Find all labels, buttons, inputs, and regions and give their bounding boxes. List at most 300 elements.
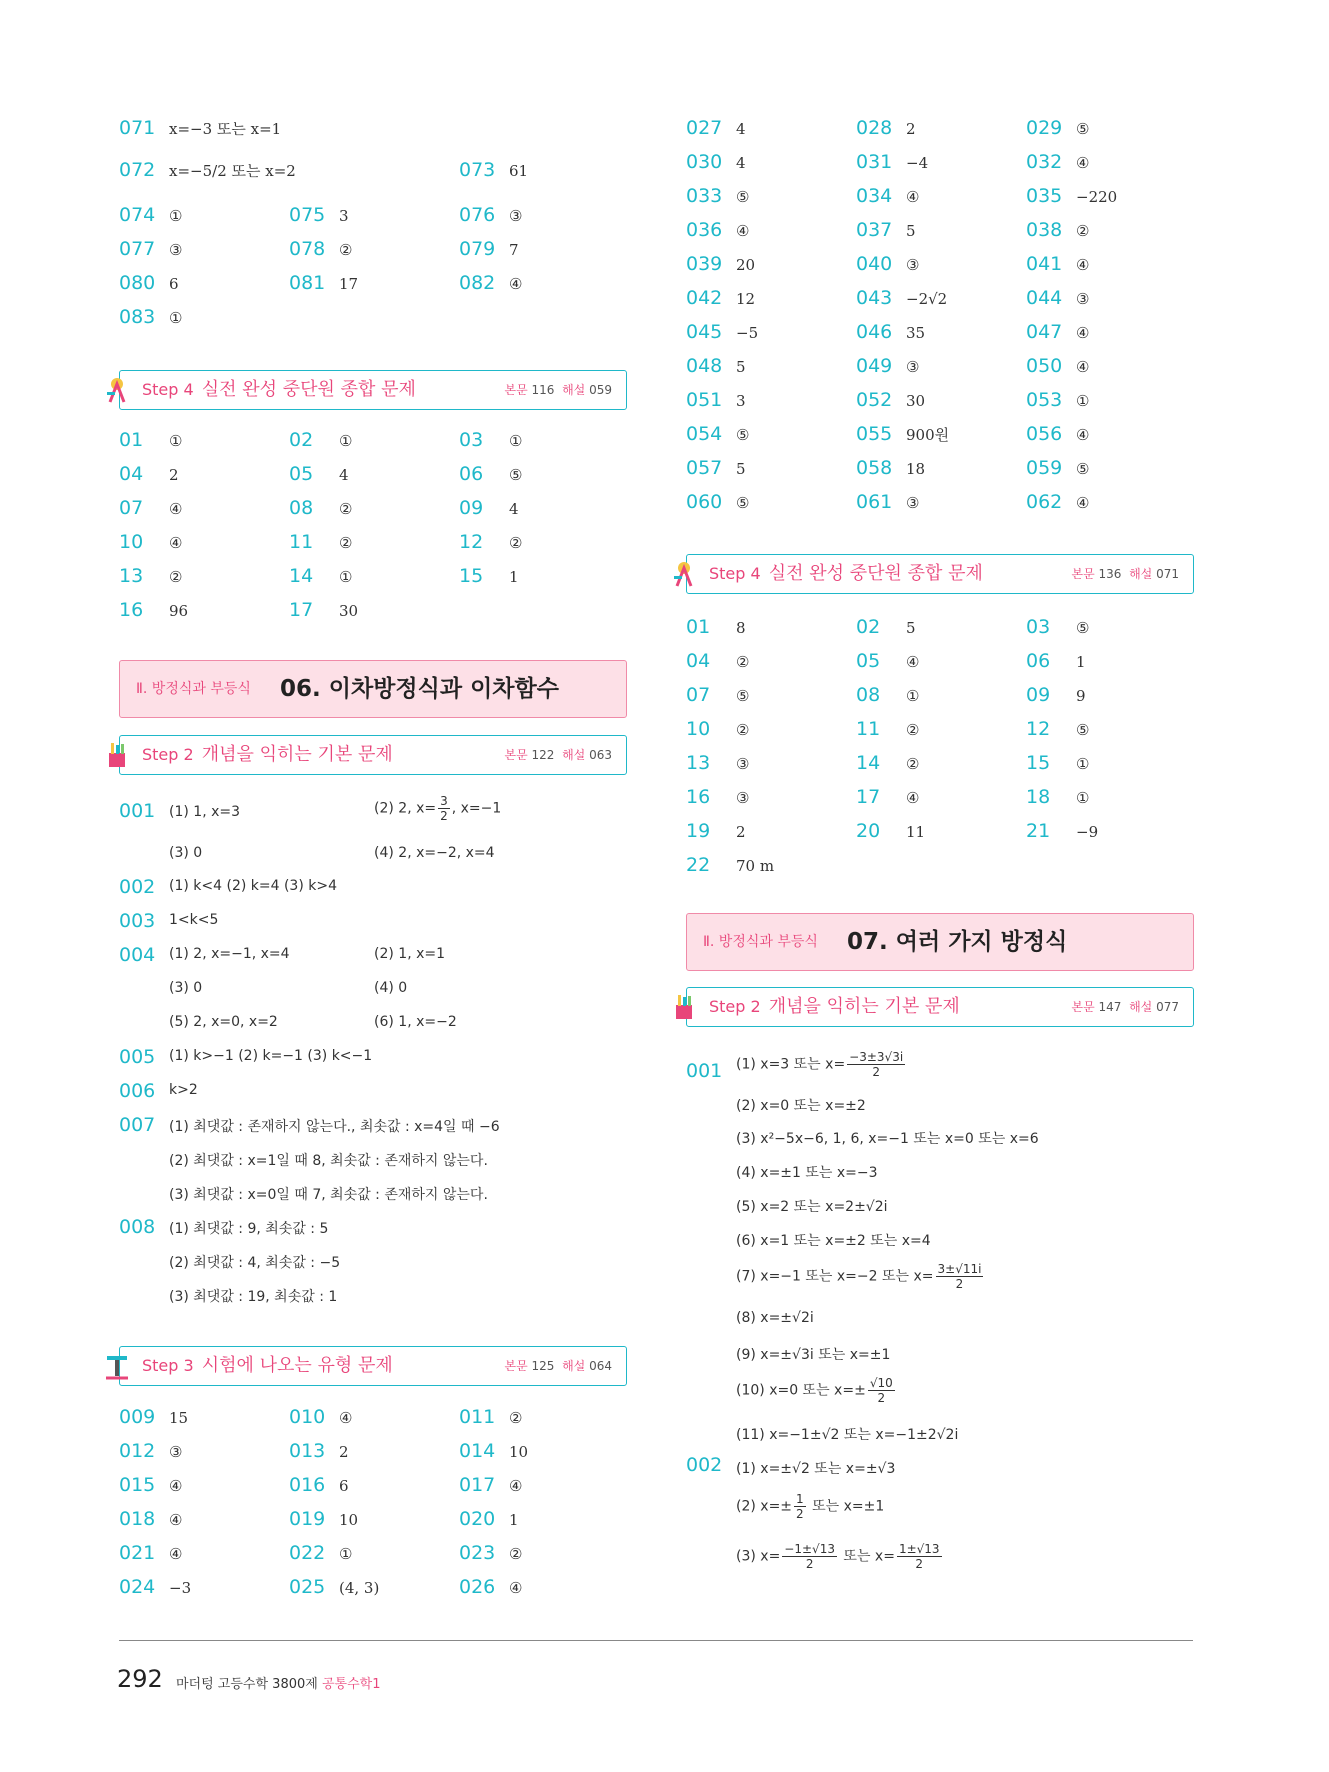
question-number: 023	[459, 1542, 496, 1564]
question-002: 002 (1) x=±√2 또는 x=±√3	[686, 1454, 896, 1477]
answer-item	[459, 1470, 522, 1501]
question-005: 005 (1) k>−1 (2) k=−1 (3) k<−1	[119, 1046, 373, 1068]
question-number: 081	[289, 272, 326, 294]
answer-value: 20	[736, 256, 756, 274]
answer-value: ④	[1076, 154, 1090, 172]
book-title: 마더텅 고등수학 3800제 공통수학1	[176, 1677, 381, 1692]
answer-item	[289, 459, 349, 490]
answer-item	[459, 1504, 519, 1535]
step-number: Step 4	[142, 380, 194, 399]
answer-value: 2	[736, 823, 746, 841]
answer-item	[289, 1470, 349, 1501]
answer-value: ②	[906, 755, 920, 773]
question-number: 09	[459, 497, 484, 519]
question-number: 04	[686, 650, 711, 672]
answer-item	[459, 1436, 528, 1467]
question-number: 12	[1026, 718, 1051, 740]
answer-value: 3	[339, 207, 349, 225]
answer-value: ①	[509, 432, 523, 450]
question-number: 14	[289, 565, 314, 587]
question-number: 11	[856, 718, 881, 740]
answer-value: 2	[906, 120, 916, 138]
answer-item	[686, 714, 749, 745]
footer-rule	[119, 1640, 1193, 1641]
question-number: 039	[686, 253, 723, 275]
question-number: 036	[686, 219, 723, 241]
answer-item	[686, 487, 749, 518]
answer-value: 30	[339, 602, 359, 620]
answer-item	[1026, 646, 1086, 677]
answer-item	[1026, 453, 1089, 484]
step2-header-a	[119, 735, 627, 775]
answer-item	[856, 317, 925, 348]
answer-item	[119, 1504, 182, 1535]
answer-value: 18	[906, 460, 926, 478]
answer-value: ①	[339, 568, 353, 586]
answer-item	[119, 459, 179, 490]
answer-value: 5	[736, 460, 746, 478]
question-number: 074	[119, 204, 156, 226]
chapter-title: 06. 이차방정식과 이차함수	[280, 676, 559, 702]
answer-value: ③	[906, 494, 920, 512]
question-number: 03	[1026, 616, 1051, 638]
step-title: 실전 완성 중단원 종합 문제	[201, 379, 416, 400]
question-number: 01	[119, 429, 144, 451]
answer-item	[119, 234, 182, 265]
question-number: 15	[459, 565, 484, 587]
answer-value: ④	[736, 222, 750, 240]
step-title: 개념을 익히는 기본 문제	[201, 744, 393, 765]
answer-item	[856, 748, 919, 779]
answer-item	[856, 385, 925, 416]
answer-item	[686, 249, 755, 280]
answer-item	[1026, 385, 1089, 416]
question-number: 040	[856, 253, 893, 275]
answer-value: ②	[339, 500, 353, 518]
answer-item	[1026, 816, 1098, 847]
step4-header-b	[686, 554, 1194, 594]
question-number: 05	[856, 650, 881, 672]
question-number: 078	[289, 238, 326, 260]
answer-value: ①	[339, 1545, 353, 1563]
answer-item	[686, 850, 774, 881]
answer-item	[289, 1504, 358, 1535]
answer-value: ⑤	[1076, 619, 1090, 637]
question-number: 048	[686, 355, 723, 377]
question-number: 052	[856, 389, 893, 411]
answer-value: ④	[1076, 256, 1090, 274]
answer-value: ⑤	[1076, 721, 1090, 739]
answer-item	[1026, 113, 1089, 144]
question-006: 006 k>2	[119, 1080, 198, 1102]
question-number: 041	[1026, 253, 1063, 275]
answer-item	[119, 1538, 182, 1569]
question-number: 07	[119, 497, 144, 519]
answer-item	[119, 493, 182, 524]
answer-item	[119, 302, 182, 333]
answer-value: ④	[169, 500, 183, 518]
step-number: Step 2	[709, 997, 761, 1016]
answer-item	[1026, 351, 1089, 382]
compass-ruler-icon	[104, 376, 130, 404]
answer-value: 96	[169, 602, 189, 620]
step4-header-a	[119, 370, 627, 410]
page-ref: 본문 147 해설 077	[1071, 1000, 1179, 1014]
answer-item	[459, 425, 522, 456]
answer-value: ①	[339, 432, 353, 450]
answer-value: −3	[169, 1579, 192, 1597]
pencil-cup-icon	[671, 993, 697, 1021]
question-number: 075	[289, 204, 326, 226]
answer-value: ④	[339, 1409, 353, 1427]
question-number: 027	[686, 117, 723, 139]
answer-value: ⑤	[736, 687, 750, 705]
answer-item	[686, 612, 746, 643]
question-number: 050	[1026, 355, 1063, 377]
answer-value: −4	[906, 154, 929, 172]
question-number: 025	[289, 1576, 326, 1598]
answer-item	[289, 561, 352, 592]
answer-item	[119, 200, 182, 231]
question-number: 024	[119, 1576, 156, 1598]
step-number: Step 2	[142, 745, 194, 764]
answer-value: 10	[339, 1511, 359, 1529]
page-ref: 본문 116 해설 059	[504, 383, 612, 397]
answer-item	[119, 1402, 188, 1433]
question-number: 055	[856, 423, 893, 445]
answer-value: 61	[509, 162, 529, 180]
question-number: 01	[686, 616, 711, 638]
answer-item	[119, 155, 296, 186]
answer-value: 35	[906, 324, 926, 342]
answer-item	[1026, 487, 1089, 518]
step-title: 개념을 익히는 기본 문제	[768, 996, 960, 1017]
question-number: 20	[856, 820, 881, 842]
answer-value: 1	[509, 568, 519, 586]
answer-item	[459, 1572, 522, 1603]
step-title: 시험에 나오는 유형 문제	[201, 1355, 393, 1376]
question-number: 059	[1026, 457, 1063, 479]
answer-item	[686, 385, 746, 416]
answer-item	[686, 782, 749, 813]
answer-item	[686, 147, 746, 178]
question-number: 19	[686, 820, 711, 842]
question-number: 21	[1026, 820, 1051, 842]
answer-value: ①	[169, 207, 183, 225]
question-number: 057	[686, 457, 723, 479]
question-number: 02	[856, 616, 881, 638]
answer-value: ②	[339, 534, 353, 552]
answer-value: 2	[169, 466, 179, 484]
answer-value: 11	[906, 823, 926, 841]
answer-value: ②	[906, 721, 920, 739]
answer-item	[856, 181, 919, 212]
question-001: 001 (1) 1, x=3 (2) 2, x= $\frac{3}{2}$ , x=−1	[119, 794, 502, 823]
question-number: 077	[119, 238, 156, 260]
question-number: 054	[686, 423, 723, 445]
answer-item	[686, 317, 758, 348]
answer-item	[459, 200, 522, 231]
answer-value: −5	[736, 324, 759, 342]
answer-value: ②	[736, 653, 750, 671]
answer-value: ④	[906, 789, 920, 807]
question-number: 038	[1026, 219, 1063, 241]
answer-item	[119, 561, 182, 592]
step-number: Step 3	[142, 1356, 194, 1375]
answer-item	[1026, 748, 1089, 779]
question-number: 17	[856, 786, 881, 808]
answer-value: 5	[736, 358, 746, 376]
answer-value: 7	[509, 241, 519, 259]
question-number: 021	[119, 1542, 156, 1564]
chapter-06-header	[119, 660, 627, 718]
question-number: 22	[686, 854, 711, 876]
answer-value: ①	[1076, 755, 1090, 773]
question-number: 13	[119, 565, 144, 587]
tools-icon	[104, 1352, 130, 1380]
chapter-07-header	[686, 913, 1194, 971]
answer-value: ③	[1076, 290, 1090, 308]
question-number: 079	[459, 238, 496, 260]
answer-value: 10	[509, 1443, 529, 1461]
answer-value: x=−5/2 또는 x=2	[169, 162, 296, 180]
question-number: 058	[856, 457, 893, 479]
answer-value: ④	[169, 1545, 183, 1563]
answer-value: ③	[906, 256, 920, 274]
question-number: 061	[856, 491, 893, 513]
answer-item	[686, 113, 746, 144]
question-number: 14	[856, 752, 881, 774]
answer-value: 1	[1076, 653, 1086, 671]
answer-item	[856, 351, 919, 382]
question-number: 17	[289, 599, 314, 621]
answer-item	[686, 419, 749, 450]
answer-item	[856, 113, 916, 144]
answer-value: ③	[169, 241, 183, 259]
question-number: 13	[686, 752, 711, 774]
answer-value: ④	[906, 188, 920, 206]
answer-value: ①	[1076, 789, 1090, 807]
question-number: 022	[289, 1542, 326, 1564]
question-number: 080	[119, 272, 156, 294]
answer-item	[1026, 249, 1089, 280]
answer-item	[686, 351, 746, 382]
step-title: 실전 완성 중단원 종합 문제	[768, 563, 983, 584]
answer-item	[856, 680, 919, 711]
answer-value: 9	[1076, 687, 1086, 705]
answer-item	[1026, 782, 1089, 813]
question-number: 05	[289, 463, 314, 485]
answer-value: ①	[1076, 392, 1090, 410]
answer-item	[289, 1402, 352, 1433]
answer-value: 30	[906, 392, 926, 410]
question-number: 076	[459, 204, 496, 226]
question-number: 020	[459, 1508, 496, 1530]
question-number: 073	[459, 159, 496, 181]
question-001: 001 (1) x=3 또는 x= $\frac{-3\pm 3√3i}{2}$	[686, 1050, 904, 1082]
answer-value: 4	[339, 466, 349, 484]
page-ref: 본문 136 해설 071	[1071, 567, 1179, 581]
question-number: 072	[119, 159, 156, 181]
answer-item	[1026, 317, 1089, 348]
answer-item	[856, 215, 916, 246]
answer-value: ④	[1076, 426, 1090, 444]
answer-item	[1026, 283, 1089, 314]
question-number: 082	[459, 272, 496, 294]
answer-item	[289, 1572, 379, 1603]
answer-item	[459, 459, 522, 490]
answer-value: 900원	[906, 426, 950, 444]
question-002: 002 (1) k<4 (2) k=4 (3) k>4	[119, 876, 337, 898]
answer-item	[459, 234, 519, 265]
question-number: 035	[1026, 185, 1063, 207]
question-number: 08	[289, 497, 314, 519]
question-number: 034	[856, 185, 893, 207]
step-number: Step 4	[709, 564, 761, 583]
answer-value: ③	[736, 755, 750, 773]
question-number: 046	[856, 321, 893, 343]
answer-value: ①	[169, 432, 183, 450]
question-number: 04	[119, 463, 144, 485]
answer-item	[119, 595, 188, 626]
answer-item	[856, 419, 949, 450]
question-number: 053	[1026, 389, 1063, 411]
answer-item	[686, 181, 749, 212]
answer-item	[119, 268, 179, 299]
question-number: 060	[686, 491, 723, 513]
answer-value: ⑤	[736, 188, 750, 206]
answer-item	[856, 283, 947, 314]
question-number: 031	[856, 151, 893, 173]
answer-value: ③	[509, 207, 523, 225]
answer-item	[119, 527, 182, 558]
question-number: 047	[1026, 321, 1063, 343]
answer-value: 70 m	[736, 857, 775, 875]
answer-item	[1026, 181, 1117, 212]
answer-item	[856, 646, 919, 677]
question-number: 18	[1026, 786, 1051, 808]
answer-item	[459, 561, 519, 592]
answer-value: −220	[1076, 188, 1118, 206]
question-number: 056	[1026, 423, 1063, 445]
question-number: 017	[459, 1474, 496, 1496]
chapter-title: 07. 여러 가지 방정식	[847, 929, 1068, 955]
answer-value: ④	[1076, 494, 1090, 512]
answer-item	[856, 249, 919, 280]
question-number: 03	[459, 429, 484, 451]
question-number: 014	[459, 1440, 496, 1462]
question-number: 011	[459, 1406, 496, 1428]
answer-item	[459, 1538, 522, 1569]
answer-item	[1026, 612, 1089, 643]
question-number: 08	[856, 684, 881, 706]
pencil-cup-icon	[104, 741, 130, 769]
answer-item	[686, 816, 746, 847]
answer-item	[459, 268, 522, 299]
answer-value: 8	[736, 619, 746, 637]
question-number: 016	[289, 1474, 326, 1496]
question-number: 02	[289, 429, 314, 451]
answer-value: x=−3 또는 x=1	[169, 120, 282, 138]
answer-item	[119, 1436, 182, 1467]
answer-item	[856, 487, 919, 518]
answer-value: ⑤	[1076, 120, 1090, 138]
answer-item	[686, 215, 749, 246]
answer-value: ④	[169, 534, 183, 552]
answer-value: 5	[906, 619, 916, 637]
question-number: 028	[856, 117, 893, 139]
answer-item	[459, 1402, 522, 1433]
answer-value: ②	[509, 1545, 523, 1563]
answer-item	[459, 155, 528, 186]
answer-value: ③	[736, 789, 750, 807]
question-number: 026	[459, 1576, 496, 1598]
question-number: 071	[119, 117, 156, 139]
answer-item	[686, 646, 749, 677]
page-ref: 본문 122 해설 063	[504, 748, 612, 762]
question-number: 019	[289, 1508, 326, 1530]
answer-item	[119, 1470, 182, 1501]
answer-value: ③	[906, 358, 920, 376]
question-number: 029	[1026, 117, 1063, 139]
answer-value: 12	[736, 290, 756, 308]
answer-item	[119, 1572, 191, 1603]
question-number: 032	[1026, 151, 1063, 173]
answer-item	[459, 527, 522, 558]
answer-value: ④	[1076, 324, 1090, 342]
answer-value: 15	[169, 1409, 189, 1427]
answer-item	[289, 527, 352, 558]
question-004: 004 (1) 2, x=−1, x=4 (2) 1, x=1	[119, 944, 446, 966]
question-number: 043	[856, 287, 893, 309]
step2-header-b	[686, 987, 1194, 1027]
answer-item	[686, 680, 749, 711]
question-number: 16	[119, 599, 144, 621]
question-number: 010	[289, 1406, 326, 1428]
answer-item	[1026, 147, 1089, 178]
answer-item	[119, 425, 182, 456]
answer-value: ②	[736, 721, 750, 739]
answer-value: 4	[509, 500, 519, 518]
question-number: 06	[1026, 650, 1051, 672]
answer-value: ④	[509, 275, 523, 293]
answer-value: ②	[509, 534, 523, 552]
answer-item	[1026, 215, 1089, 246]
question-003: 003 1<k<5	[119, 910, 219, 932]
question-number: 062	[1026, 491, 1063, 513]
question-number: 044	[1026, 287, 1063, 309]
answer-item	[1026, 714, 1089, 745]
answer-value: ①	[169, 309, 183, 327]
answer-item	[289, 234, 352, 265]
question-number: 16	[686, 786, 711, 808]
question-number: 033	[686, 185, 723, 207]
compass-ruler-icon	[671, 560, 697, 588]
question-number: 037	[856, 219, 893, 241]
answer-item	[686, 283, 755, 314]
page-ref: 본문 125 해설 064	[504, 1359, 612, 1373]
answer-item	[289, 425, 352, 456]
answer-value: ⑤	[1076, 460, 1090, 478]
answer-value: ②	[169, 568, 183, 586]
answer-value: 3	[736, 392, 746, 410]
answer-value: (4, 3)	[339, 1579, 380, 1597]
question-number: 012	[119, 1440, 156, 1462]
answer-value: ④	[509, 1477, 523, 1495]
answer-value: ②	[509, 1409, 523, 1427]
question-number: 083	[119, 306, 156, 328]
answer-item	[686, 453, 746, 484]
